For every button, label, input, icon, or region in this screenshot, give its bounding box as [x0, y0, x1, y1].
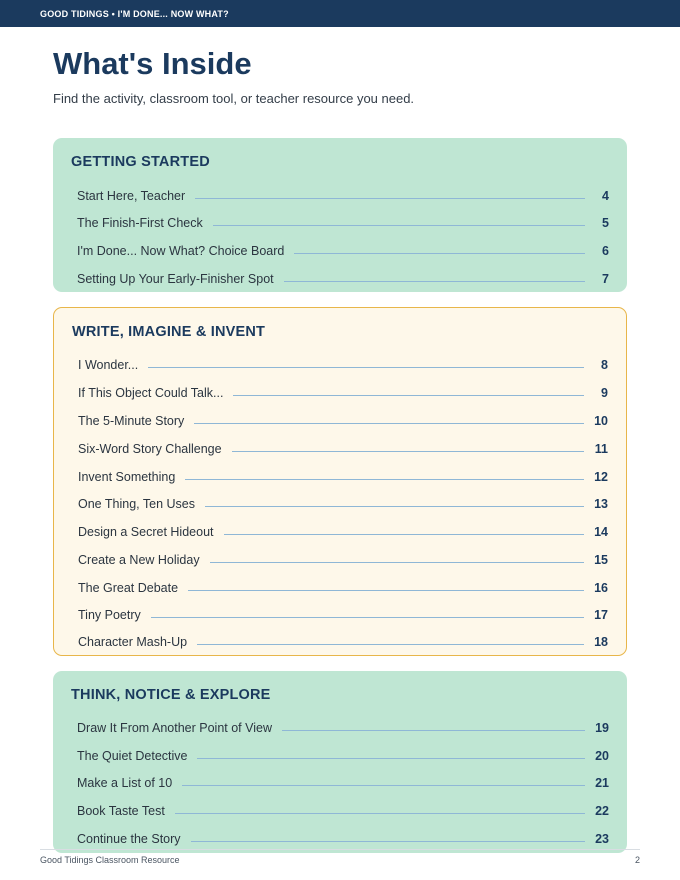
section-think-notice-explore	[53, 671, 627, 853]
dot-leader	[210, 562, 584, 563]
toc-entry-page: 14	[594, 525, 608, 539]
toc-entry[interactable]	[78, 606, 608, 624]
dot-leader	[182, 785, 585, 786]
dot-leader	[175, 813, 585, 814]
page-subtitle: Find the activity, classroom tool, or teacher resource you need.	[53, 91, 415, 106]
toc-entry[interactable]	[78, 384, 608, 402]
toc-entry[interactable]	[77, 830, 609, 848]
toc-entry-label: Make a List of 10	[77, 776, 173, 790]
toc-entry-page: 11	[594, 442, 608, 456]
toc-entry-label: Continue the Story	[77, 832, 181, 846]
dot-leader	[194, 423, 584, 424]
dot-leader	[191, 841, 585, 842]
toc-entry[interactable]	[77, 242, 609, 260]
section-getting-started	[53, 138, 627, 292]
toc-entry-page: 16	[594, 581, 608, 595]
toc-entry-page: 6	[602, 244, 609, 258]
footer-page-number: 2	[634, 855, 640, 865]
toc-entry[interactable]	[78, 633, 608, 651]
section-write-imagine-invent	[53, 307, 627, 656]
footer-divider	[40, 849, 640, 850]
toc-entry[interactable]	[78, 495, 608, 513]
toc-entry[interactable]	[78, 523, 608, 541]
toc-entry-page: 15	[594, 553, 608, 567]
running-header-text: GOOD TIDINGS • I'M DONE... NOW WHAT?	[40, 9, 229, 19]
toc-entry-label: Design a Secret Hideout	[78, 525, 214, 539]
dot-leader	[185, 479, 584, 480]
dot-leader	[232, 451, 584, 452]
toc-entry-page: 5	[602, 216, 609, 230]
toc-entry-label: Setting Up Your Early-Finisher Spot	[77, 272, 274, 286]
toc-entry-page: 8	[601, 358, 608, 372]
toc-entry-label: Six-Word Story Challenge	[78, 442, 222, 456]
toc-entry-page: 18	[594, 635, 608, 649]
toc-entry-label: Invent Something	[78, 470, 176, 484]
toc-entry[interactable]	[77, 187, 609, 205]
toc-entry[interactable]	[78, 412, 608, 430]
dot-leader	[213, 225, 585, 226]
dot-leader	[197, 758, 585, 759]
toc-entry-label: I'm Done... Now What? Choice Board	[77, 244, 285, 258]
toc-entry-page: 20	[595, 749, 609, 763]
toc-entry-label: Start Here, Teacher	[77, 189, 186, 203]
toc-entry-label: The Quiet Detective	[77, 749, 188, 763]
toc-entry[interactable]	[77, 747, 609, 765]
toc-entry-page: 7	[602, 272, 609, 286]
toc-entry-page: 23	[595, 832, 609, 846]
dot-leader	[188, 590, 584, 591]
toc-entry-page: 12	[594, 470, 608, 484]
section-title: GETTING STARTED	[71, 154, 210, 170]
toc-entry-label: If This Object Could Talk...	[78, 386, 224, 400]
toc-entry-page: 22	[595, 804, 609, 818]
toc-entry-label: The Great Debate	[78, 581, 179, 595]
toc-entry-label: Create a New Holiday	[78, 553, 200, 567]
toc-entry-label: Character Mash-Up	[78, 635, 188, 649]
page-title: What's Inside	[53, 46, 252, 81]
toc-entry-page: 17	[594, 608, 608, 622]
toc-entry-page: 10	[594, 414, 608, 428]
toc-entry[interactable]	[78, 551, 608, 569]
toc-entry-label: The Finish-First Check	[77, 216, 203, 230]
toc-entry-page: 4	[602, 189, 609, 203]
running-header	[0, 0, 680, 27]
toc-entry[interactable]	[78, 440, 608, 458]
toc-entry-label: Book Taste Test	[77, 804, 165, 818]
toc-entry[interactable]	[77, 214, 609, 232]
toc-entry-page: 19	[595, 721, 609, 735]
toc-entry-page: 9	[601, 386, 608, 400]
toc-entry[interactable]	[78, 468, 608, 486]
toc-entry[interactable]	[77, 719, 609, 737]
toc-entry[interactable]	[77, 802, 609, 820]
toc-entry[interactable]	[78, 356, 608, 374]
toc-entry-label: Draw It From Another Point of View	[77, 721, 272, 735]
toc-entry[interactable]	[77, 774, 609, 792]
section-title: WRITE, IMAGINE & INVENT	[72, 324, 266, 340]
dot-leader	[151, 617, 584, 618]
dot-leader	[224, 534, 585, 535]
toc-entry[interactable]	[78, 579, 608, 597]
dot-leader	[148, 367, 584, 368]
toc-entry-label: The 5-Minute Story	[78, 414, 185, 428]
section-title: THINK, NOTICE & EXPLORE	[71, 687, 271, 703]
dot-leader	[197, 644, 584, 645]
dot-leader	[282, 730, 585, 731]
toc-entry-label: Tiny Poetry	[78, 608, 141, 622]
dot-leader	[294, 253, 585, 254]
dot-leader	[233, 395, 584, 396]
toc-entry-label: I Wonder...	[78, 358, 139, 372]
dot-leader	[284, 281, 585, 282]
footer-publication: Good Tidings Classroom Resource	[40, 855, 180, 865]
toc-entry-page: 21	[595, 776, 609, 790]
toc-entry-label: One Thing, Ten Uses	[78, 497, 195, 511]
toc-entry[interactable]	[77, 270, 609, 288]
dot-leader	[195, 198, 585, 199]
toc-entry-page: 13	[594, 497, 608, 511]
dot-leader	[205, 506, 584, 507]
